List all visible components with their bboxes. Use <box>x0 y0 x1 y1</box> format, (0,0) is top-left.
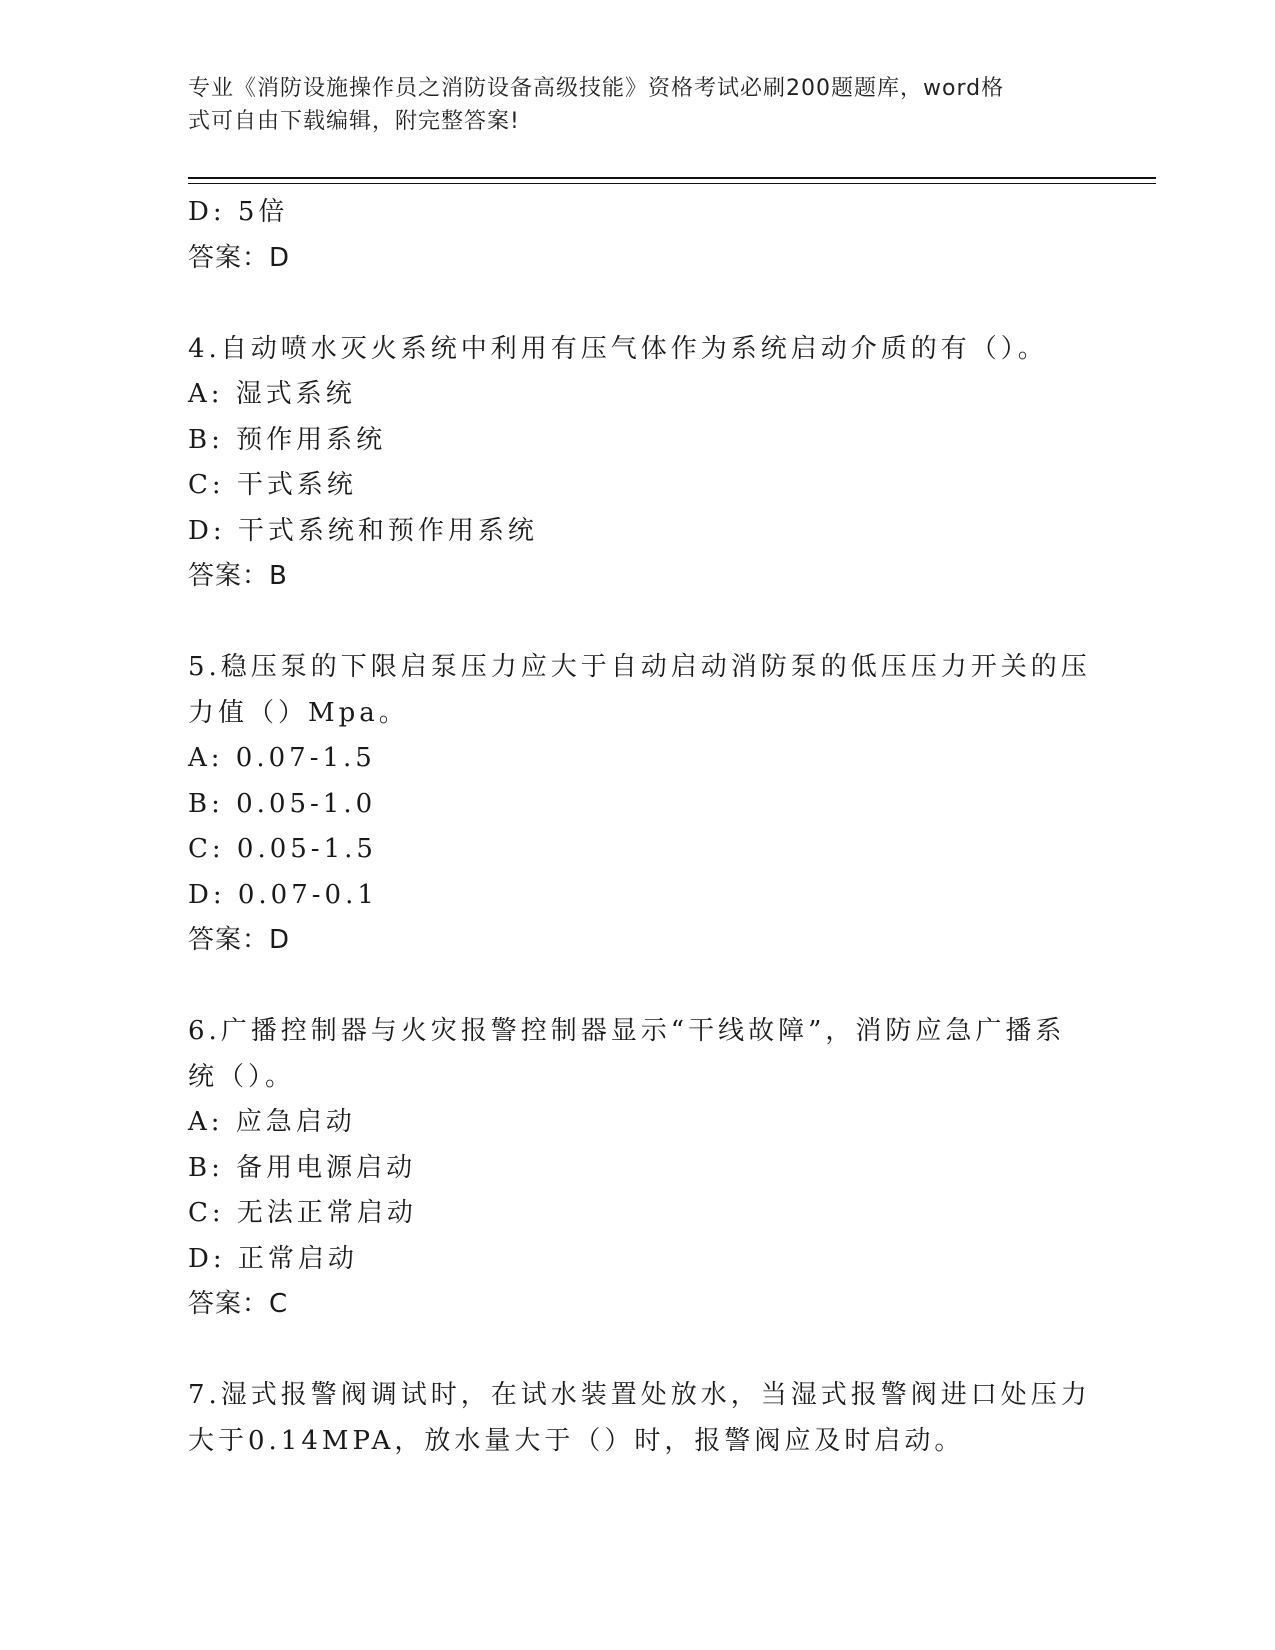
spacer <box>188 600 1068 646</box>
q7-question-line-1: 7.湿式报警阀调试时，在试水装置处放水，当湿式报警阀进口处压力 <box>188 1380 1091 1410</box>
q6-option-c: C: 无法正常启动 <box>188 1198 417 1228</box>
q4-question: 4.自动喷水灭火系统中利用有压气体作为系统启动介质的有（）。 <box>188 333 1048 364</box>
spacer <box>188 964 1068 1010</box>
question-list <box>188 190 1091 1464</box>
q7-question-line-2: 大于0.14MPA，放水量大于（）时，报警阀应及时启动。 <box>188 1425 965 1456</box>
q3-option-d: D: 5倍 <box>188 197 289 227</box>
q6-option-a: A: 应急启动 <box>188 1107 356 1137</box>
q6-question-line-1: 6.广播控制器与火灾报警控制器显示“干线故障”，消防应急广播系 <box>188 1016 1066 1046</box>
header-line-2: 式可自由下载编辑，附完整答案! <box>188 109 520 134</box>
q5-answer: 答案：D <box>188 925 291 955</box>
header-divider-thick <box>188 177 1156 179</box>
q4-answer: 答案：B <box>188 561 288 591</box>
header-divider-thin <box>188 183 1156 184</box>
q4-option-d: D: 干式系统和预作用系统 <box>188 515 538 546</box>
q4-option-c: C: 干式系统 <box>188 470 357 500</box>
q5-option-d: D: 0.07-0.1 <box>188 879 378 910</box>
spacer <box>188 281 1068 327</box>
q3-answer: 答案：D <box>188 242 291 273</box>
q6-answer: 答案：C <box>188 1289 289 1319</box>
document-header <box>188 72 1068 138</box>
q4-option-b: B: 预作用系统 <box>188 424 387 455</box>
q5-option-b: B: 0.05-1.0 <box>188 788 377 819</box>
q6-option-d: D: 正常启动 <box>188 1243 358 1274</box>
header-line-1: 专业《消防设施操作员之消防设备高级技能》资格考试必刷200题题库，word格 <box>188 76 1005 101</box>
q5-question-line-1: 5.稳压泵的下限启泵压力应大于自动启动消防泵的低压压力开关的压 <box>188 652 1091 682</box>
q6-option-b: B: 备用电源启动 <box>188 1152 417 1183</box>
q6-question-line-2: 统（）。 <box>188 1061 296 1092</box>
spacer <box>188 1328 1068 1374</box>
q4-option-a: A: 湿式系统 <box>188 379 356 409</box>
q5-option-c: C: 0.05-1.5 <box>188 834 377 864</box>
q5-option-a: A: 0.07-1.5 <box>188 743 376 773</box>
q5-question-line-2: 力值（）Mpa。 <box>188 697 409 728</box>
